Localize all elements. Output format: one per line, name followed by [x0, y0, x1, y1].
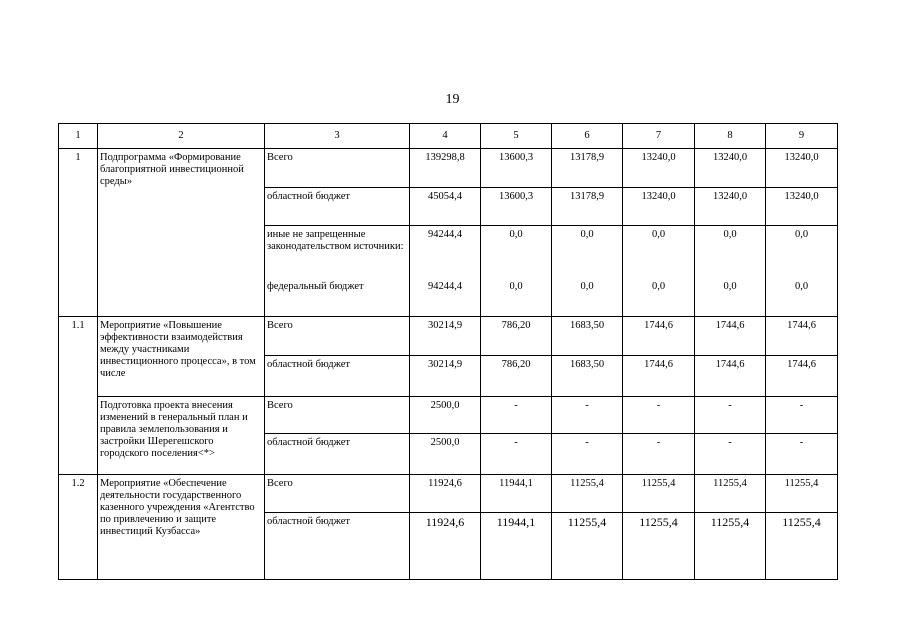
value-cell: - [766, 397, 838, 434]
value-cell: 786,20 [481, 356, 552, 397]
header-row [59, 124, 838, 149]
value-cell: 13240,0 [766, 188, 838, 226]
funding-source: Всего [265, 317, 410, 356]
page-number: 19 [445, 92, 460, 107]
value-cell: 11924,6 [410, 475, 481, 513]
value-cell: 11944,1 [481, 475, 552, 513]
value-cell: 1744,6 [623, 317, 695, 356]
value-cell: 13240,0 [695, 188, 766, 226]
funding-source: областной бюджет [265, 188, 410, 226]
value-cell: 11255,4 [766, 475, 838, 513]
funding-source: федеральный бюджет [265, 278, 410, 317]
value-cell: - [552, 434, 623, 475]
value-cell: 11255,4 [552, 513, 623, 580]
value-cell: 13240,0 [766, 149, 838, 188]
value-cell: 11255,4 [552, 475, 623, 513]
value-cell: 11255,4 [623, 475, 695, 513]
value-cell: 0,0 [623, 278, 695, 317]
row-number: 1 [59, 149, 98, 317]
table-row [59, 149, 838, 188]
value-cell: 94244,4 [410, 278, 481, 317]
value-cell: 1744,6 [766, 317, 838, 356]
value-cell: 11944,1 [481, 513, 552, 580]
value-cell: 13600,3 [481, 149, 552, 188]
value-cell: 94244,4 [410, 226, 481, 278]
program-title: Подпрограмма «Формирование благоприятной инвестиционной среды» [98, 149, 265, 317]
activity-title: Мероприятие «Повышение эффективности взаимодействия между участниками инвестиционного процесса», в том числе [98, 317, 265, 397]
value-cell: 13178,9 [552, 149, 623, 188]
funding-source: иные не запрещенные законодательством источники: [265, 226, 410, 278]
value-cell: 1744,6 [695, 317, 766, 356]
value-cell: 13240,0 [695, 149, 766, 188]
value-cell: 1683,50 [552, 317, 623, 356]
value-cell: 13240,0 [623, 188, 695, 226]
value-cell: - [766, 434, 838, 475]
column-header: 1 [59, 124, 98, 149]
column-header: 3 [265, 124, 410, 149]
table-row [59, 397, 838, 434]
funding-source: Всего [265, 475, 410, 513]
funding-source: областной бюджет [265, 513, 410, 580]
activity-title: Подготовка проекта внесения изменений в генеральный план и правила землепользования и застройки Шерегешского городского поселения<*> [98, 397, 265, 475]
value-cell: 11255,4 [766, 513, 838, 580]
value-cell: 1744,6 [695, 356, 766, 397]
value-cell: 1744,6 [766, 356, 838, 397]
budget-table [58, 123, 838, 580]
value-cell: 2500,0 [410, 397, 481, 434]
row-number: 1.1 [59, 317, 98, 475]
value-cell: 0,0 [623, 226, 695, 278]
column-header: 2 [98, 124, 265, 149]
value-cell: 11255,4 [695, 475, 766, 513]
value-cell: 139298,8 [410, 149, 481, 188]
row-number: 1.2 [59, 475, 98, 580]
value-cell: - [481, 434, 552, 475]
column-header: 8 [695, 124, 766, 149]
value-cell: 0,0 [552, 278, 623, 317]
value-cell: - [623, 397, 695, 434]
column-header: 9 [766, 124, 838, 149]
value-cell: 11255,4 [623, 513, 695, 580]
funding-source: Всего [265, 397, 410, 434]
value-cell: 13600,3 [481, 188, 552, 226]
table-row [59, 317, 838, 356]
value-cell: 1744,6 [623, 356, 695, 397]
column-header: 4 [410, 124, 481, 149]
value-cell: 0,0 [766, 226, 838, 278]
table-row [59, 475, 838, 513]
funding-source: областной бюджет [265, 356, 410, 397]
funding-source: Всего [265, 149, 410, 188]
value-cell: 11924,6 [410, 513, 481, 580]
column-header: 6 [552, 124, 623, 149]
value-cell: - [695, 434, 766, 475]
value-cell: 0,0 [695, 278, 766, 317]
value-cell: 13178,9 [552, 188, 623, 226]
value-cell: 0,0 [481, 226, 552, 278]
value-cell: - [481, 397, 552, 434]
value-cell: 0,0 [552, 226, 623, 278]
value-cell: 30214,9 [410, 317, 481, 356]
column-header: 5 [481, 124, 552, 149]
value-cell: 13240,0 [623, 149, 695, 188]
value-cell: 2500,0 [410, 434, 481, 475]
value-cell: 11255,4 [695, 513, 766, 580]
value-cell: 786,20 [481, 317, 552, 356]
value-cell: 0,0 [766, 278, 838, 317]
column-header: 7 [623, 124, 695, 149]
value-cell: 0,0 [481, 278, 552, 317]
value-cell: - [552, 397, 623, 434]
value-cell: - [695, 397, 766, 434]
activity-title: Мероприятие «Обеспечение деятельности государственного казенного учреждения «Агентство по привлечению и защите инвестиций Кузбасса» [98, 475, 265, 580]
value-cell: 30214,9 [410, 356, 481, 397]
value-cell: 0,0 [695, 226, 766, 278]
funding-source: областной бюджет [265, 434, 410, 475]
value-cell: 45054,4 [410, 188, 481, 226]
value-cell: 1683,50 [552, 356, 623, 397]
value-cell: - [623, 434, 695, 475]
